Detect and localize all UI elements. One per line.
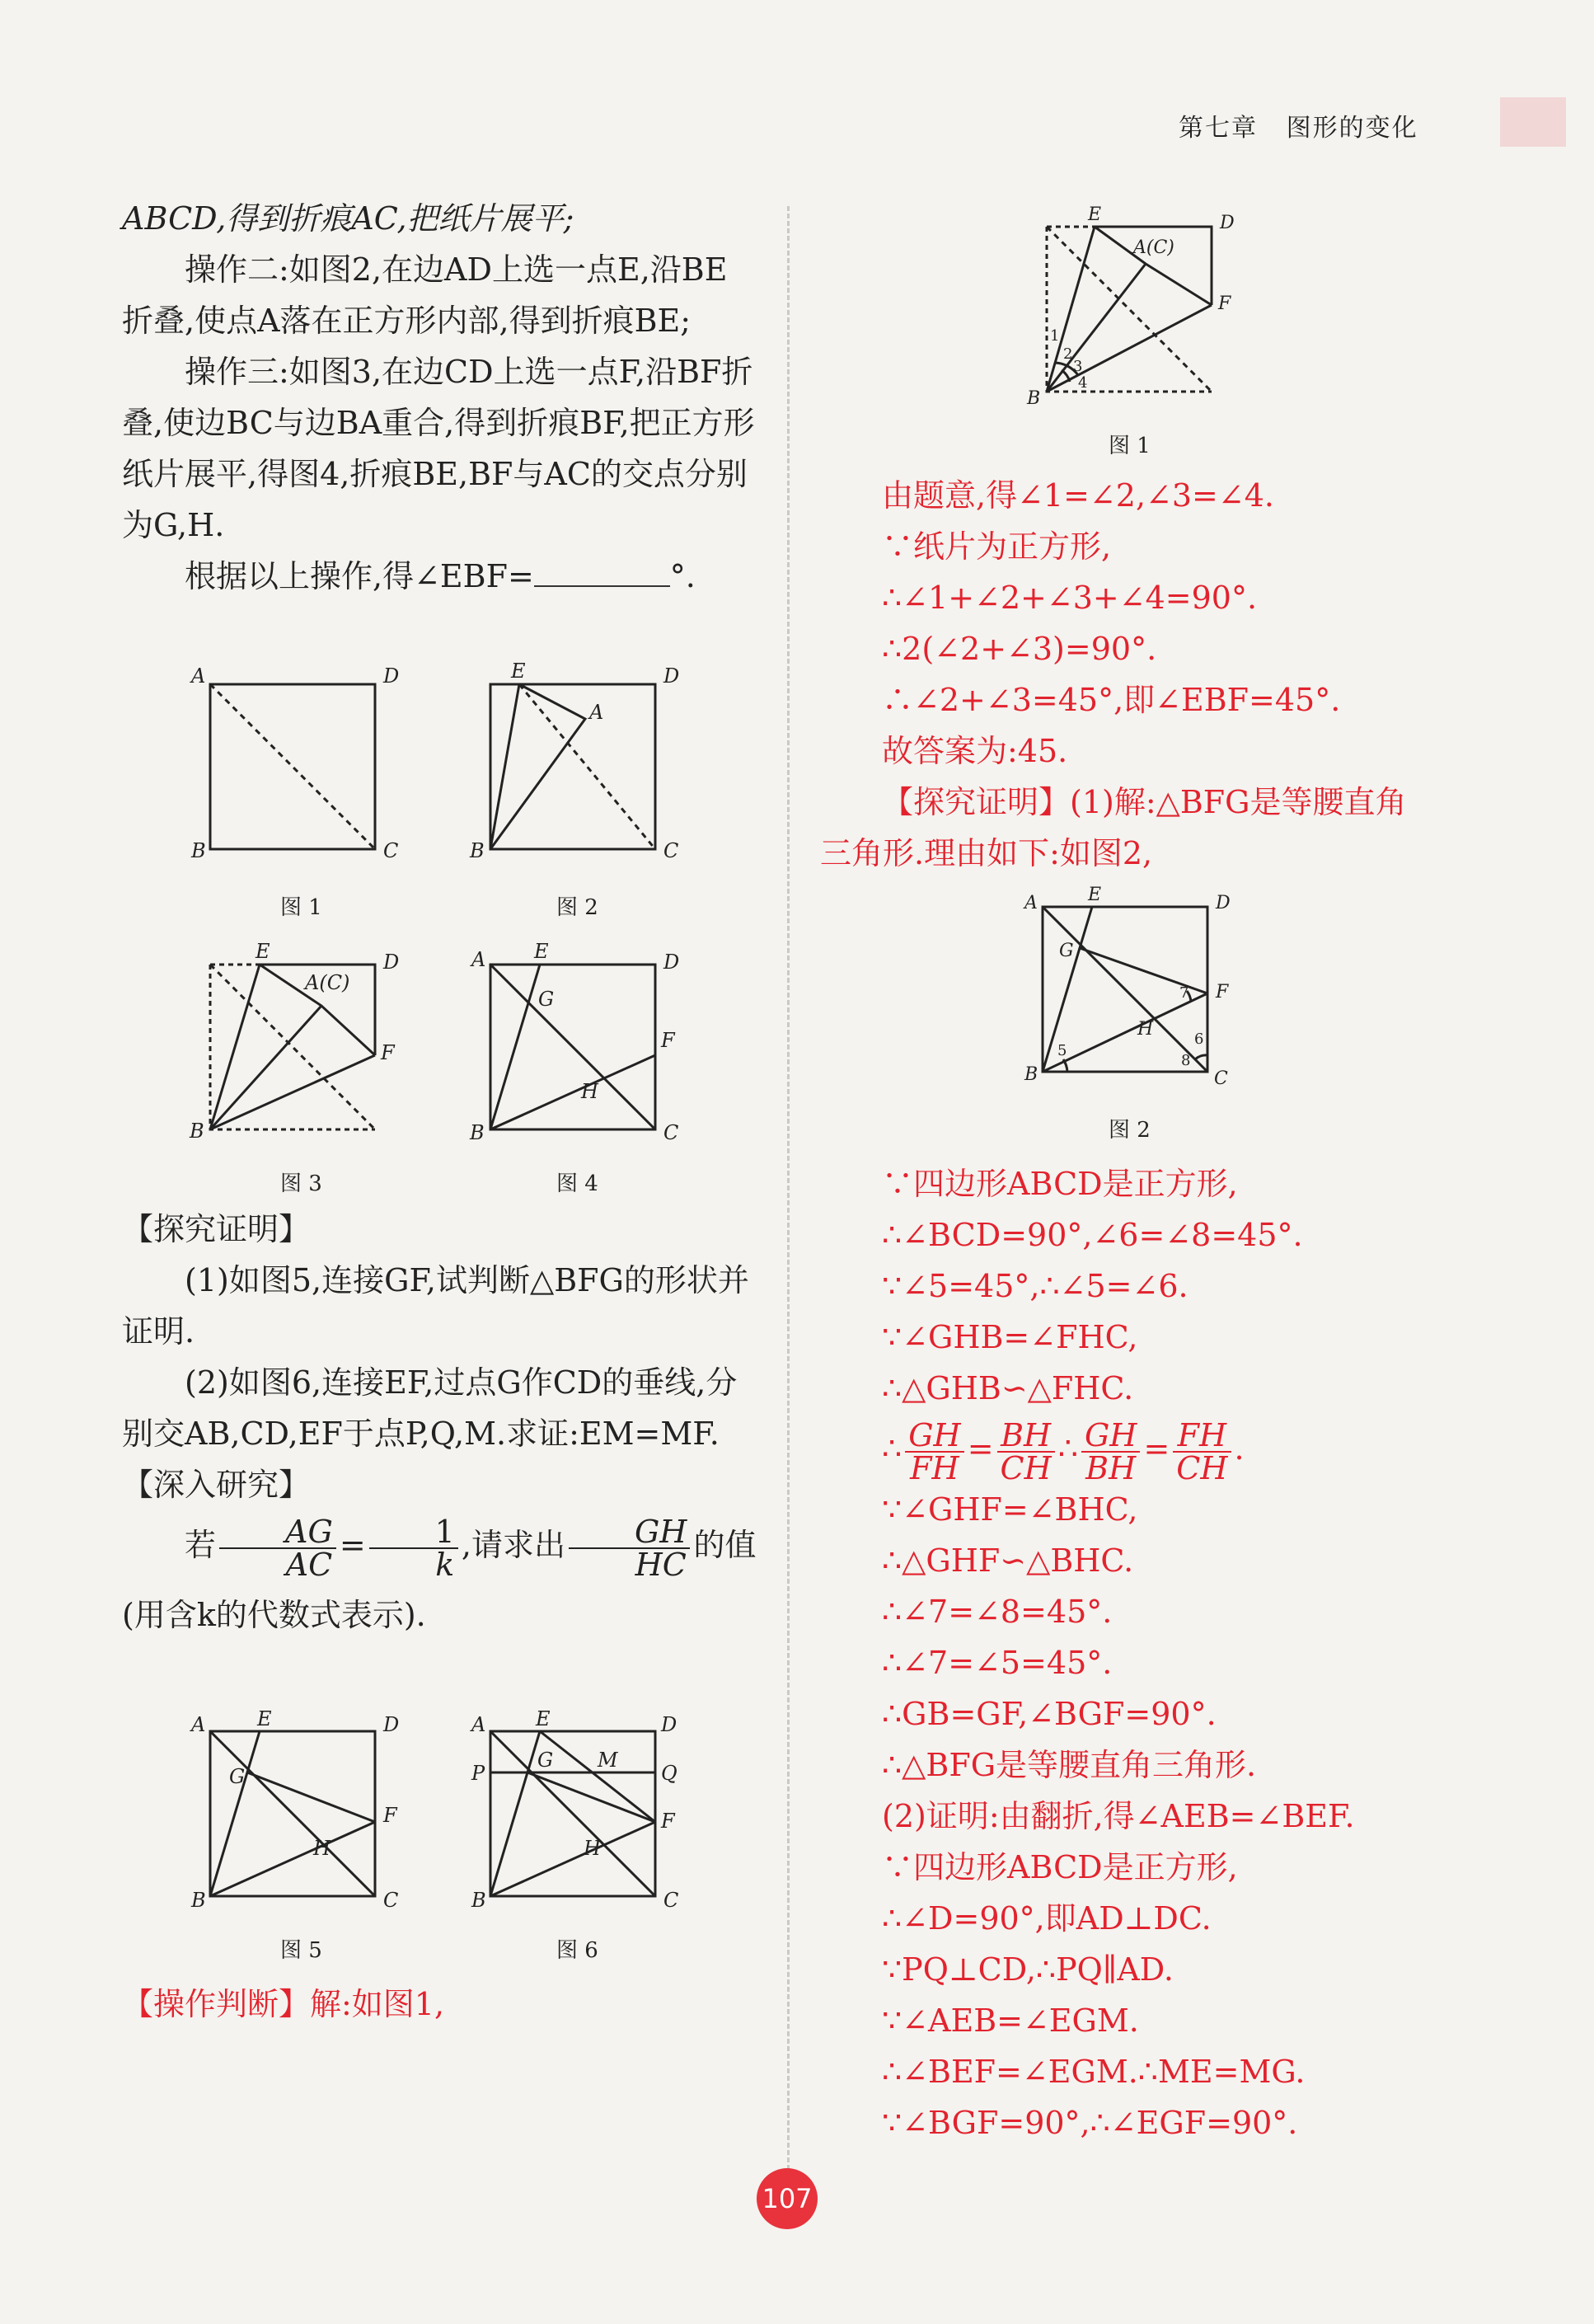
- fraction: [997, 1416, 1055, 1486]
- label: D: [663, 664, 680, 688]
- frac-num: AG: [219, 1516, 336, 1549]
- label: F: [661, 1810, 675, 1833]
- label: A(C): [1133, 237, 1174, 258]
- label: F: [661, 1029, 675, 1052]
- label: E: [1088, 204, 1102, 225]
- label: F: [383, 1804, 397, 1827]
- label: D: [1216, 893, 1231, 913]
- label: B: [470, 839, 485, 862]
- angle-label: 6: [1194, 1031, 1204, 1048]
- angle-arc: [1195, 1055, 1207, 1059]
- section-deep: 【深入研究】: [122, 1467, 311, 1503]
- label: G: [1059, 941, 1074, 961]
- fig4-caption: 图 4: [556, 1171, 598, 1196]
- answer-line: ∵∠GHF=∠BHC,: [882, 1491, 1138, 1528]
- label: E: [511, 660, 526, 683]
- answer-line: ∴△GHF∽△BHC.: [882, 1542, 1134, 1579]
- fig2-caption: 图 2: [556, 895, 598, 920]
- label: C: [663, 1889, 679, 1912]
- answer-blank: [534, 552, 670, 587]
- fig2-fold-be: [490, 684, 519, 849]
- answer-block-b: [882, 1158, 1558, 2148]
- figures-5-6: [181, 1711, 758, 1925]
- label: F: [381, 1041, 395, 1064]
- frac-num: GH: [1081, 1420, 1141, 1453]
- fig6-caption: 图 6: [556, 1938, 598, 1963]
- answer-fig1: [1022, 202, 1269, 416]
- frac-den: CH: [1176, 1449, 1228, 1486]
- label: C: [663, 1121, 679, 1144]
- deep-post: 的值(用含k的代数式表示).: [122, 1527, 757, 1633]
- label: D: [663, 951, 680, 974]
- op2-text: 操作二:如图2,在边AD上选一点E,沿BE折叠,使点A落在正方形内部,得到折痕BE;: [122, 251, 728, 339]
- left-column: [122, 193, 757, 602]
- frac-num: 1: [369, 1516, 458, 1549]
- op1-tail: ABCD,得到折痕AC,把纸片展平;: [122, 200, 574, 237]
- label: P: [471, 1762, 485, 1785]
- label: C: [383, 839, 399, 862]
- therefore-symbol: ∴: [882, 1430, 902, 1467]
- fig6-bf: [490, 1822, 655, 1896]
- label: B: [191, 1889, 206, 1912]
- label: A: [471, 1713, 486, 1736]
- answer-line: ∴△BFG是等腰直角三角形.: [882, 1746, 1257, 1783]
- fig6-gf: [527, 1772, 655, 1822]
- label: C: [383, 1889, 399, 1912]
- answer-line: ∴∠BCD=90°,∠6=∠8=45°.: [882, 1217, 1303, 1253]
- frac-num: FH: [1173, 1420, 1231, 1453]
- label: E: [536, 1711, 551, 1730]
- label: A: [191, 1713, 206, 1736]
- fig4-bf: [490, 1055, 655, 1129]
- frac-den: HC: [635, 1546, 687, 1583]
- answer-line: ∴∠7=∠5=45°.: [882, 1644, 1113, 1681]
- label: G: [538, 988, 555, 1011]
- answer-line: 故答案为:45.: [882, 733, 1068, 769]
- answer-line: ∴∠1+∠2+∠3+∠4=90°.: [882, 580, 1258, 616]
- label: D: [383, 951, 400, 974]
- label: C: [663, 839, 679, 862]
- fraction: [1173, 1416, 1231, 1486]
- deep-question: 若 $\frac{AG}{AC}$ = $\frac{1}{k}$ ,请求出 $\frac{GH}{HC}$ 的值(用含k的代数式表示).: [122, 1513, 757, 1633]
- label: G: [229, 1765, 246, 1788]
- fraction-gh-hc: [569, 1513, 691, 1583]
- fraction: [905, 1416, 964, 1486]
- fig5-caption: 图 5: [280, 1938, 322, 1963]
- angle-label: 8: [1181, 1052, 1191, 1069]
- angle-arc: [1062, 370, 1070, 382]
- angle-label: 1: [1050, 327, 1060, 345]
- answer-block-a: [882, 470, 1558, 777]
- answer-line: ∴△GHB∽△FHC.: [882, 1370, 1134, 1406]
- answer-line: ∵∠BGF=90°,∴∠EGF=90°.: [882, 2104, 1298, 2141]
- answer-line: (2)证明:由翻折,得∠AEB=∠BEF.: [882, 1797, 1355, 1834]
- answer-line: ∵∠5=45°,∴∠5=∠6.: [882, 1268, 1188, 1304]
- therefore-symbol: ∴: [1057, 1430, 1078, 1467]
- fig3-caption: 图 3: [280, 1171, 322, 1196]
- equals: =: [967, 1430, 994, 1467]
- answer-line: ∵PQ⊥CD,∴PQ∥AD.: [882, 1951, 1174, 1988]
- label: Q: [661, 1762, 677, 1785]
- answer-line: 由题意,得∠1=∠2,∠3=∠4.: [882, 477, 1274, 514]
- answer-fig2: [1018, 882, 1265, 1096]
- op3-text: 操作三:如图3,在边CD上选一点F,沿BF折叠,使边BC与边BA重合,得到折痕BF,把正方形纸片展平,得图4,折痕BE,BF与AC的交点分别为G,H.: [122, 354, 755, 543]
- label: A: [589, 701, 604, 724]
- label: F: [1218, 293, 1231, 314]
- frac-den: CH: [1000, 1449, 1052, 1486]
- label: C: [1214, 1068, 1228, 1089]
- figures-1-4: [181, 660, 758, 1171]
- fig3-bf: [210, 1055, 375, 1129]
- answer-line: ∵纸片为正方形,: [882, 528, 1112, 565]
- label: H: [581, 1080, 598, 1103]
- answer-line: ∴GB=GF,∠BGF=90°.: [882, 1695, 1217, 1732]
- label: A: [191, 664, 206, 688]
- section-explore: 【探究证明】: [122, 1211, 311, 1247]
- question-pre: 根据以上操作,得∠EBF=: [185, 558, 534, 594]
- frac-den: BH: [1085, 1449, 1137, 1486]
- label: F: [1216, 982, 1229, 1002]
- equals: =: [1143, 1430, 1170, 1467]
- label: B: [1024, 1064, 1038, 1085]
- answer-line: ∵四边形ABCD是正方形,: [882, 1166, 1238, 1202]
- frac-den: FH: [910, 1449, 959, 1486]
- answer-fig1-ba: [1047, 264, 1146, 392]
- q1-text: (1)如图5,连接GF,试判断△BFG的形状并证明.: [122, 1262, 749, 1350]
- answer-line: ∵∠GHB=∠FHC,: [882, 1319, 1138, 1355]
- answer-line: ∵四边形ABCD是正方形,: [882, 1848, 1238, 1885]
- answer-line: ∴∠D=90°,即AD⊥DC.: [882, 1899, 1212, 1937]
- answer-explore: [820, 777, 1529, 879]
- label: G: [537, 1749, 554, 1772]
- period: .: [1234, 1430, 1245, 1467]
- frac-den: AC: [285, 1546, 333, 1583]
- page-number: 107: [757, 2168, 818, 2229]
- label: E: [1088, 885, 1102, 905]
- label: E: [534, 940, 549, 963]
- chapter-header: [1179, 107, 1418, 143]
- angle-label: 7: [1179, 984, 1189, 1002]
- label: B: [190, 1120, 204, 1143]
- angle-label: 3: [1073, 358, 1083, 375]
- angle-label: 2: [1063, 345, 1073, 363]
- deep-pre: 若: [185, 1527, 217, 1563]
- label: B: [470, 1121, 485, 1144]
- fig5-bf: [210, 1822, 375, 1896]
- fig2-crease: [519, 684, 655, 849]
- label: A: [471, 948, 486, 971]
- answer-fig1-caption: 图 1: [1109, 434, 1151, 458]
- answer-line: ∴2(∠2+∠3)=90°.: [882, 631, 1157, 667]
- header-band: [1500, 97, 1566, 147]
- fraction: [1081, 1416, 1141, 1486]
- label: E: [256, 940, 270, 963]
- ratio-line: [882, 1414, 1558, 1484]
- deep-mid: ,请求出: [461, 1527, 565, 1563]
- label: D: [1220, 213, 1235, 233]
- label: H: [584, 1837, 601, 1860]
- angle-label: 4: [1078, 374, 1088, 392]
- fig1-crease: [210, 684, 375, 849]
- fig5-gf: [247, 1772, 375, 1822]
- frac-num: GH: [569, 1516, 691, 1549]
- chapter-title: 图形的变化: [1286, 114, 1418, 143]
- label: B: [191, 839, 206, 862]
- answer-line: ∴∠7=∠8=45°.: [882, 1593, 1113, 1630]
- frac-num: GH: [905, 1420, 964, 1453]
- answer-line: ∴∠2+∠3=45°,即∠EBF=45°.: [882, 682, 1341, 718]
- label: D: [383, 1713, 400, 1736]
- label: M: [598, 1749, 618, 1772]
- question-post: °.: [669, 558, 696, 594]
- label: E: [257, 1711, 272, 1730]
- question: [122, 551, 757, 602]
- angle-label: 5: [1057, 1042, 1067, 1059]
- label: H: [1137, 1019, 1154, 1040]
- answer-line: ∴∠BEF=∠EGM.∴ME=MG.: [882, 2053, 1306, 2090]
- label: D: [383, 664, 400, 688]
- fig1-caption: 图 1: [280, 895, 322, 920]
- label: B: [471, 1889, 486, 1912]
- frac-den: k: [435, 1546, 455, 1583]
- column-divider: [787, 206, 790, 2185]
- q2-text: (2)如图6,连接EF,过点G作CD的垂线,分别交AB,CD,EF于点P,Q,M.求证:EM=MF.: [122, 1364, 738, 1452]
- label: B: [1027, 388, 1041, 409]
- fig3-ba: [210, 1006, 321, 1129]
- fraction-1-k: [369, 1513, 458, 1583]
- label: H: [313, 1837, 331, 1860]
- answer-head: 【操作判断】解:如图1,: [122, 1986, 445, 2022]
- explore-line2: 三角形.理由如下:如图2,: [820, 835, 1153, 871]
- fraction-ag-ac: [219, 1513, 336, 1583]
- label: A: [1024, 893, 1038, 913]
- label: D: [661, 1713, 677, 1736]
- answer-line: ∵∠AEB=∠EGM.: [882, 2002, 1139, 2039]
- fig6-ef: [540, 1731, 655, 1822]
- frac-num: BH: [997, 1420, 1055, 1453]
- explore-line1: 【探究证明】(1)解:△BFG是等腰直角: [882, 784, 1407, 820]
- answer-fig2-caption: 图 2: [1109, 1118, 1151, 1143]
- left-column-lower: [122, 1204, 757, 1650]
- label: A(C): [305, 971, 350, 994]
- chapter-number: 第七章: [1179, 114, 1258, 143]
